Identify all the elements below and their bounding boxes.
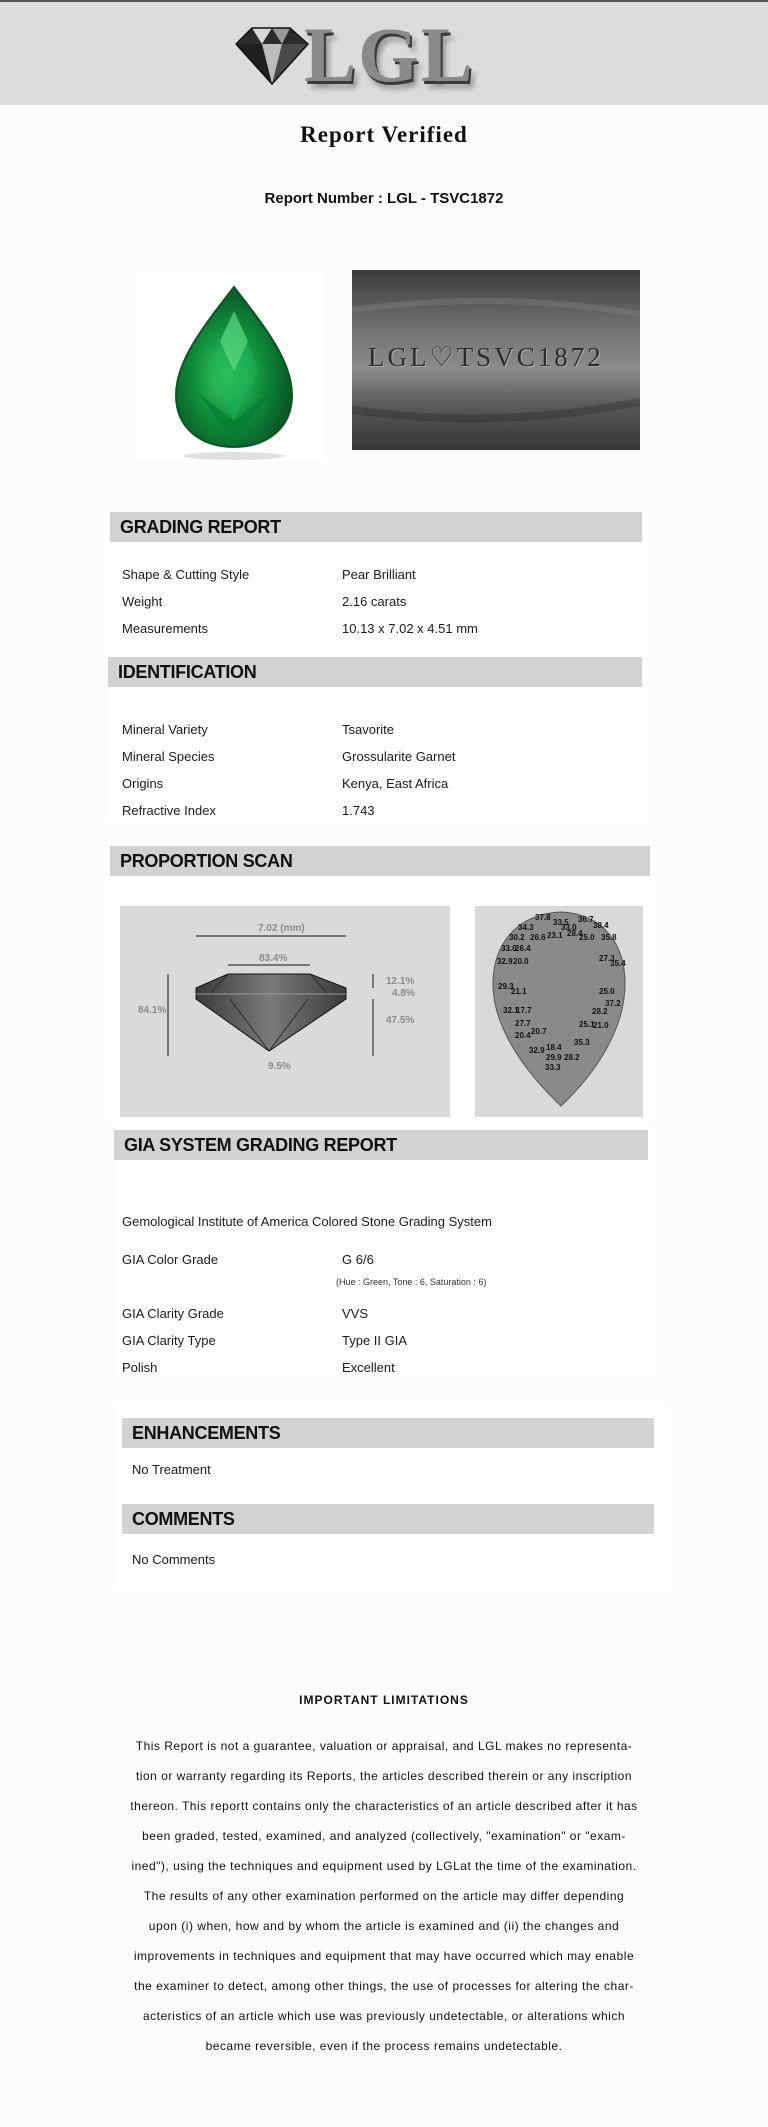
scan-value-label: 23.1 <box>547 931 563 940</box>
row-label: Shape & Cutting Style <box>122 567 250 582</box>
row-label: Polish <box>122 1360 158 1375</box>
row-value: Type II GIA <box>342 1333 408 1348</box>
scan-value-label: 33.0 <box>501 944 517 953</box>
row-value: 1.743 <box>342 803 375 818</box>
scan-value-label: 30.2 <box>509 933 525 942</box>
identification-heading: IDENTIFICATION <box>108 657 642 687</box>
gem-photo <box>136 271 326 461</box>
scan-value-label: 32.9 <box>529 1046 545 1055</box>
scan-value-label: 17.7 <box>516 1006 532 1015</box>
scan-value-label: 18.4 <box>546 1043 562 1052</box>
comments-value: No Comments <box>132 1552 216 1567</box>
row-label: GIA Clarity Type <box>122 1333 216 1348</box>
scan-value-label: 27.3 <box>599 954 615 963</box>
limitations-line: This Report is not a guarantee, valuation or appraisal, and LGL makes no representa- <box>135 1739 633 1753</box>
limitations-text <box>118 1731 650 2061</box>
row-value: Kenya, East Africa <box>342 776 449 791</box>
girdle-label: 4.8% <box>392 988 415 999</box>
proportion-scan-section <box>110 846 650 1122</box>
enhancements-value: No Treatment <box>132 1462 211 1477</box>
scan-value-label: 37.2 <box>605 999 621 1008</box>
top-scan-diagram <box>475 906 643 1117</box>
crown-label: 12.1% <box>386 976 415 987</box>
enhancements-heading: ENHANCEMENTS <box>122 1418 654 1448</box>
scan-value-label: 21.1 <box>511 987 527 996</box>
scan-value-label: 33.5 <box>553 918 569 927</box>
row-value: 10.13 x 7.02 x 4.51 mm <box>342 621 478 636</box>
scan-value-label: 32.9 <box>497 957 513 966</box>
limitations-line: the examiner to detect, among other things, the use of processes for altering the char- <box>134 1979 634 1993</box>
table-label: 83.4% <box>259 953 288 964</box>
proportion-scan-heading: PROPORTION SCAN <box>110 846 650 876</box>
row-label: GIA Color Grade <box>122 1252 219 1267</box>
row-value: Tsavorite <box>342 722 395 737</box>
scan-value-label: 25.0 <box>599 987 615 996</box>
scan-value-label: 33.0 <box>561 923 577 932</box>
total-depth-label: 84.1% <box>138 1005 167 1016</box>
limitations-line: been graded, tested, examined, and analyzed (collectively, "examination" or "exam- <box>142 1829 626 1843</box>
scan-value-label: 33.3 <box>545 1063 561 1072</box>
row-label: GIA Clarity Grade <box>122 1306 224 1321</box>
scan-value-label: 21.0 <box>593 1021 609 1030</box>
header-banner <box>0 0 768 105</box>
scan-value-label: 25.0 <box>579 933 595 942</box>
scan-value-label: 28.4 <box>567 929 583 938</box>
scan-value-label: 35.3 <box>574 1038 590 1047</box>
gia-heading: GIA SYSTEM GRADING REPORT <box>114 1130 648 1160</box>
limitations-line: improvements in techniques and equipment that may have occurred which may enable <box>133 1949 635 1963</box>
color-grade-note: (Hue : Green, Tone : 6, Saturation : 6) <box>336 1277 487 1287</box>
row-value: Pear Brilliant <box>342 567 416 582</box>
limitations-line: The results of any other examination performed on the article may differ depending <box>143 1889 625 1903</box>
scan-value-label: 38.4 <box>593 921 609 930</box>
scan-value-label: 36.7 <box>578 915 594 924</box>
scan-value-label: 26.4 <box>515 944 531 953</box>
scan-value-label: 34.3 <box>518 923 534 932</box>
limitations-line: acteristics of an article which use was previously undetectable, or alterations which <box>142 2009 626 2023</box>
grading-report-section <box>110 512 642 656</box>
identification-section <box>108 657 642 823</box>
row-value: G 6/6 <box>342 1252 374 1267</box>
scan-value-label: 32.1 <box>503 1006 519 1015</box>
limitations-line: thereon. This reportt contains only the characteristics of an article described after it has <box>130 1799 638 1813</box>
inscription-text: LGL♡TSVC1872 <box>368 342 604 372</box>
row-value: Excellent <box>342 1360 395 1375</box>
row-label: Mineral Species <box>122 749 215 764</box>
scan-value-label: 29.9 <box>546 1053 562 1062</box>
row-value: VVS <box>342 1306 369 1321</box>
gia-system-text: Gemological Institute of America Colored Stone Grading System <box>122 1214 492 1229</box>
culet-label: 9.5% <box>268 1061 291 1072</box>
scan-value-label: 29.3 <box>498 982 514 991</box>
scan-value-label: 26.6 <box>530 933 546 942</box>
width-label: 7.02 (mm) <box>258 923 305 934</box>
pavilion-label: 47.5% <box>386 1015 415 1026</box>
limitations-line: became reversible, even if the process remains undetectable. <box>205 2039 563 2053</box>
logo-text: LGL <box>304 11 475 98</box>
row-label: Refractive Index <box>122 803 216 818</box>
grading-report-heading: GRADING REPORT <box>110 512 642 542</box>
page-title: Report Verified <box>300 122 468 147</box>
row-label: Weight <box>122 594 163 609</box>
row-value: Grossularite Garnet <box>342 749 456 764</box>
scan-value-label: 28.2 <box>592 1007 608 1016</box>
scan-value-label: 35.8 <box>601 933 617 942</box>
inscription-photo <box>352 270 640 450</box>
enhancements-comments-section <box>114 1404 666 1590</box>
row-value: 2.16 carats <box>342 594 407 609</box>
scan-value-label: 35.4 <box>610 959 626 968</box>
limitations-line: ined"), using the techniques and equipment used by LGLat the time of the examination. <box>131 1859 637 1873</box>
row-label: Measurements <box>122 621 208 636</box>
limitations-line: upon (i) when, how and by whom the article is examined and (ii) the changes and <box>148 1919 620 1933</box>
scan-value-label: 37.8 <box>535 913 551 922</box>
comments-heading: COMMENTS <box>122 1504 654 1534</box>
scan-value-label: 20.0 <box>513 957 529 966</box>
lgl-logo[interactable] <box>232 11 492 98</box>
diamond-logo-icon <box>232 22 312 88</box>
scan-value-label: 27.7 <box>515 1019 531 1028</box>
scan-value-label: 20.7 <box>531 1027 547 1036</box>
limitations-heading: IMPORTANT LIMITATIONS <box>299 1693 469 1707</box>
report-number: Report Number : LGL - TSVC1872 <box>264 190 504 207</box>
scan-value-label: 28.2 <box>564 1053 580 1062</box>
scan-value-label: 20.4 <box>515 1031 531 1040</box>
row-label: Origins <box>122 776 164 791</box>
row-label: Mineral Variety <box>122 722 208 737</box>
limitations-line: tion or warranty regarding its Reports, the articles described therein or any inscription <box>135 1769 633 1783</box>
profile-diagram <box>120 906 450 1117</box>
scan-value-label: 25.1 <box>579 1020 595 1029</box>
gia-section <box>114 1130 650 1376</box>
